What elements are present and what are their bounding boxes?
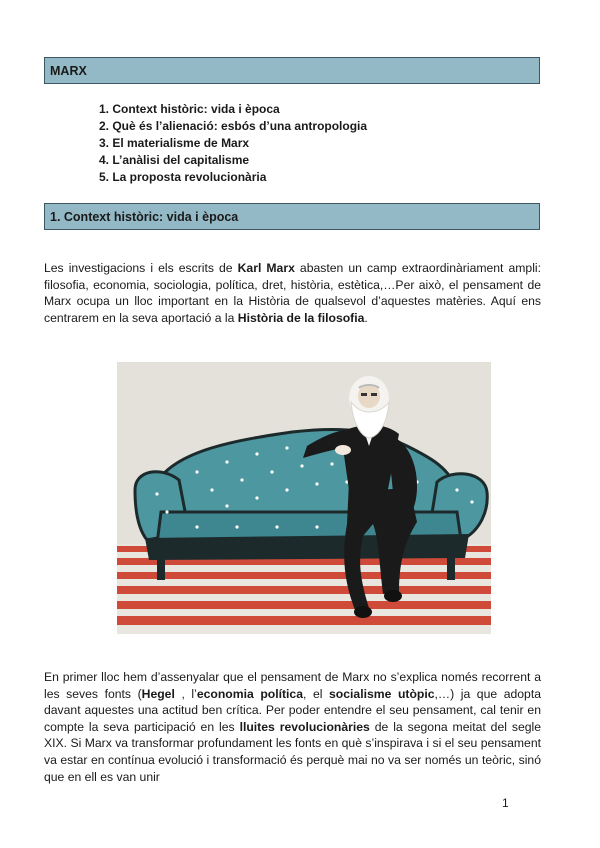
text-run: abasten un camp extraordinàriament ampli: filosofia, economia, sociologia, política, dret, història, estètica,…Per això, el pensament de Marx ocupa un lloc important en la Història de qualsevol d’aquestes matèries. Aquí ens centrarem en la seva aportació a la bbox=[44, 261, 542, 325]
bold-term: socialisme utòpic bbox=[329, 686, 435, 701]
bold-term: lluites revolucionàries bbox=[239, 719, 370, 734]
section-heading-bar bbox=[44, 203, 540, 230]
text-run: ,…) ja que adopta davant aquestes una actitud ben crítica. Per poder entendre el seu pensament, cal tenir en compte la seva participació en les bbox=[44, 686, 541, 734]
text-run: , l’ bbox=[174, 686, 197, 701]
text-run: de la segona meitat del segle XIX. Si Marx va transformar profundament les fonts en què s’inspirava i si el seu pensament va estar en contínua evolució i transformació és perquè mai no va ser només un teòric, sinó que en ell es van unir bbox=[44, 719, 542, 784]
marx-sofa-illustration bbox=[117, 362, 491, 634]
toc-item: 3. El materialisme de Marx bbox=[99, 136, 250, 150]
toc-item: 1. Context històric: vida i època bbox=[99, 102, 280, 116]
text-run: Les investigacions i els escrits de bbox=[44, 261, 238, 275]
bold-term: Karl Marx bbox=[237, 261, 295, 275]
page-number: 1 bbox=[502, 796, 509, 810]
bold-term: Hegel bbox=[141, 686, 175, 701]
toc-item: 2. Què és l’alienació: esbós d’una antropologia bbox=[99, 119, 368, 133]
text-run: . bbox=[364, 310, 368, 325]
bold-term: Història de la filosofia bbox=[237, 310, 365, 325]
toc-item: 4. L’anàlisi del capitalisme bbox=[99, 153, 250, 167]
text-run: En primer lloc hem d’assenyalar que el pensament de Marx no s’explica només recorrent a les seves fonts ( bbox=[44, 670, 541, 701]
bold-term: economia política bbox=[196, 686, 303, 701]
table-of-contents bbox=[99, 101, 367, 186]
intro-paragraph bbox=[44, 260, 541, 326]
text-run: , el bbox=[302, 686, 330, 701]
body-paragraph bbox=[44, 669, 541, 785]
section-heading: 1. Context històric: vida i època bbox=[50, 209, 239, 224]
document-title-bar bbox=[44, 57, 540, 84]
toc-item: 5. La proposta revolucionària bbox=[99, 170, 267, 184]
document-title: MARX bbox=[50, 63, 87, 78]
